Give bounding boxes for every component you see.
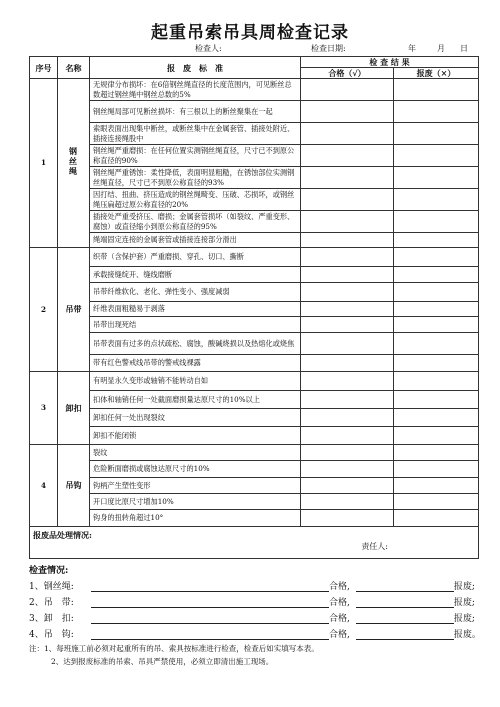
table-row <box>30 333 479 355</box>
pass-cell[interactable] <box>301 267 394 283</box>
standard-text: 吊带纤维软化、老化、弹性变小、强度减弱 <box>90 283 301 302</box>
scrap-cell[interactable] <box>394 427 479 445</box>
pass-cell[interactable] <box>301 101 394 123</box>
pass-cell[interactable] <box>301 372 394 391</box>
pass-cell[interactable] <box>301 233 394 248</box>
standard-text: 带有红色警戒线吊带的警戒线裸露 <box>90 355 301 372</box>
pass-label: 合格, <box>329 614 350 624</box>
scrap-cell[interactable] <box>394 145 479 167</box>
scrap-cell[interactable] <box>394 248 479 267</box>
pass-label: 合格, <box>329 630 350 640</box>
pass-cell[interactable] <box>301 167 394 189</box>
pass-label: 合格, <box>329 598 350 608</box>
standard-text: 绳端固定连接的金属套管或插接连接部分滑出 <box>90 233 301 248</box>
notes-section <box>29 642 319 668</box>
group-name-cell <box>58 445 90 527</box>
standard-text: 扣体和轴销任何一处截面磨损量达原尺寸的10%以上 <box>90 391 301 409</box>
table-row <box>30 123 479 145</box>
summary-row <box>29 611 481 624</box>
summary-row <box>29 595 481 608</box>
table-row <box>30 267 479 283</box>
standard-text: 钢丝绳局部可见断丝损坏：有三根以上的断丝聚集在一起 <box>90 101 301 123</box>
scrap-cell[interactable] <box>394 478 479 494</box>
scrap-cell[interactable] <box>394 302 479 317</box>
table-row <box>30 409 479 427</box>
summary-row <box>29 579 481 592</box>
scrap-cell[interactable] <box>394 355 479 372</box>
pass-cell[interactable] <box>301 391 394 409</box>
scrap-cell[interactable] <box>394 101 479 123</box>
pass-count-blank[interactable] <box>91 614 329 624</box>
scrap-label: 报废。 <box>453 630 481 640</box>
table-row <box>30 101 479 123</box>
pass-cell[interactable] <box>301 478 394 494</box>
pass-cell[interactable] <box>301 461 394 478</box>
scrap-cell[interactable] <box>394 317 479 333</box>
scrap-cell[interactable] <box>394 461 479 478</box>
scrap-cell[interactable] <box>394 391 479 409</box>
table-row <box>30 427 479 445</box>
group-name: 钢丝绳 <box>68 146 79 177</box>
group-name: 吊钩 <box>65 480 82 490</box>
scrap-cell[interactable] <box>394 283 479 302</box>
standard-text: 裂纹 <box>90 445 301 461</box>
group-name-cell <box>58 248 90 372</box>
pass-cell[interactable] <box>301 317 394 333</box>
standard-text: 开口度比原尺寸增加10% <box>90 494 301 510</box>
summary-item-label: 2、吊 带: <box>29 598 74 608</box>
scrap-label: 报废; <box>453 598 475 608</box>
summary-item-label: 3、卸 扣: <box>29 614 74 624</box>
standard-text: 危险断面磨损或腐蚀达原尺寸的10% <box>90 461 301 478</box>
disposal-label: 报废品处理情况: <box>33 530 92 540</box>
header-scrap: 报废（×） <box>394 68 479 79</box>
header-pass: 合格（√） <box>301 68 394 79</box>
scrap-count-blank[interactable] <box>356 598 454 608</box>
scrap-cell[interactable] <box>394 167 479 189</box>
pass-cell[interactable] <box>301 355 394 372</box>
inspection-table <box>29 56 479 559</box>
pass-cell[interactable] <box>301 145 394 167</box>
summary-item-label: 1、钢丝绳: <box>29 582 74 592</box>
scrap-count-blank[interactable] <box>356 614 454 624</box>
standard-text: 无规律分布损坏：在6倍钢丝绳直径的长度范围内，可见断丝总数超过钢丝绳中钢丝总数的5% <box>90 79 301 101</box>
summary-item-label: 4、吊 钩: <box>29 630 74 640</box>
standard-text: 承载接缝绽开、缝线磨断 <box>90 267 301 283</box>
note-1: 注：1、每班施工前必须对起重所有的吊、索具按标准进行检查，检查后如实填写本表。 <box>29 644 319 653</box>
pass-cell[interactable] <box>301 79 394 101</box>
scrap-cell[interactable] <box>394 267 479 283</box>
inspection-date-label: 检查日期: <box>311 44 346 53</box>
scrap-cell[interactable] <box>394 189 479 211</box>
standard-text: 吊带表面有过多的点状疏松、腐蚀，酸碱烧损以及热熔化或烧焦 <box>90 333 301 355</box>
inspector-label: 检查人: <box>195 44 222 53</box>
header-name: 名称 <box>58 57 90 79</box>
standard-text: 有明显永久变形或轴销不能转动自如 <box>90 372 301 391</box>
table-row <box>30 302 479 317</box>
table-row <box>30 283 479 302</box>
scrap-cell[interactable] <box>394 79 479 101</box>
group-number: 3 <box>30 372 58 445</box>
standard-text: 钢丝绳严重磨损：在任何位置实测钢丝绳直径，尺寸已不到原公称直径的90% <box>90 145 301 167</box>
scrap-cell[interactable] <box>394 211 479 233</box>
table-row <box>30 494 479 510</box>
standard-text: 插接处严重受挤压、磨损；金属套管损坏（如裂纹、严重变形、腐蚀）或直径缩小到原公称直径的95% <box>90 211 301 233</box>
scrap-cell[interactable] <box>394 372 479 391</box>
standard-text: 钩柄产生塑性变形 <box>90 478 301 494</box>
scrap-label: 报废; <box>453 582 475 592</box>
scrap-count-blank[interactable] <box>356 582 454 592</box>
pass-count-blank[interactable] <box>91 598 329 608</box>
table-row <box>30 510 479 527</box>
pass-cell[interactable] <box>301 302 394 317</box>
summary-row <box>29 627 481 640</box>
table-row <box>30 248 479 267</box>
standard-text: 索眼表面出现集中断丝，或断丝集中在金属套管、插接处附近、插接连接绳股中 <box>90 123 301 145</box>
pass-cell[interactable] <box>301 283 394 302</box>
pass-cell[interactable] <box>301 445 394 461</box>
month-label: 月 <box>437 44 445 53</box>
group-number: 4 <box>30 445 58 527</box>
scrap-count-blank[interactable] <box>356 630 454 640</box>
table-row <box>30 461 479 478</box>
pass-cell[interactable] <box>301 333 394 355</box>
pass-cell[interactable] <box>301 409 394 427</box>
summary-heading: 检查情况: <box>29 566 69 576</box>
responsible-label: 责任人: <box>361 542 389 551</box>
pass-cell[interactable] <box>301 494 394 510</box>
scrap-cell[interactable] <box>394 510 479 527</box>
header-standard: 报 废 标 准 <box>90 57 301 79</box>
scrap-cell[interactable] <box>394 445 479 461</box>
table-row <box>30 445 479 461</box>
scrap-cell[interactable] <box>394 409 479 427</box>
table-row <box>30 167 479 189</box>
table-row <box>30 211 479 233</box>
standard-text: 卸扣任何一处出现裂纹 <box>90 409 301 427</box>
table-row <box>30 145 479 167</box>
scrap-label: 报废; <box>453 614 475 624</box>
pass-cell[interactable] <box>301 427 394 445</box>
pass-cell[interactable] <box>301 211 394 233</box>
pass-count-blank[interactable] <box>91 630 329 640</box>
group-name: 卸扣 <box>65 402 82 413</box>
standard-text: 吊带出现死结 <box>90 317 301 333</box>
scrap-cell[interactable] <box>394 233 479 248</box>
standard-text: 因打结、扭曲、挤压造成的钢丝绳畸变、压破、芯损坏，或钢丝绳压扁超过原公称直径的20% <box>90 189 301 211</box>
group-number: 2 <box>30 248 58 372</box>
group-name-cell <box>58 372 90 445</box>
pass-cell[interactable] <box>301 189 394 211</box>
disposal-row <box>30 527 479 559</box>
summary-section <box>29 563 481 640</box>
disposal-cell[interactable] <box>30 527 479 559</box>
group-name-cell <box>58 79 90 248</box>
pass-label: 合格, <box>329 582 350 592</box>
table-row <box>30 355 479 372</box>
standard-text: 织带（含保护套）严重磨损、穿孔、切口、撕断 <box>90 248 301 267</box>
table-row <box>30 372 479 391</box>
table-row <box>30 189 479 211</box>
pass-cell[interactable] <box>301 510 394 527</box>
pass-cell[interactable] <box>301 123 394 145</box>
table-row <box>30 478 479 494</box>
note-2: 2、达到报废标准的吊索、吊具严禁使用，必须立即清出施工现场。 <box>51 657 274 666</box>
scrap-cell[interactable] <box>394 333 479 355</box>
group-number: 1 <box>30 79 58 248</box>
standard-text: 纤维表面粗糙易于剥落 <box>90 302 301 317</box>
standard-text: 钩身的扭转角超过10° <box>90 510 301 527</box>
scrap-cell[interactable] <box>394 123 479 145</box>
group-name: 吊带 <box>65 304 82 314</box>
pass-count-blank[interactable] <box>91 582 329 592</box>
pass-cell[interactable] <box>301 248 394 267</box>
standard-text: 卸扣不能闭锁 <box>90 427 301 445</box>
year-label: 年 <box>408 44 416 53</box>
table-row <box>30 317 479 333</box>
day-label: 日 <box>460 44 468 53</box>
table-row <box>30 391 479 409</box>
table-row <box>30 233 479 248</box>
page-title: 起重吊索吊具周检查记录 <box>151 23 349 43</box>
header-no: 序号 <box>30 57 58 79</box>
scrap-cell[interactable] <box>394 494 479 510</box>
header-result: 检 查 结 果 <box>301 57 479 68</box>
table-row <box>30 79 479 101</box>
standard-text: 钢丝绳严重锈蚀：柔性降低，表面明显粗糙，在锈蚀部位实测钢丝绳直径，尺寸已不到原公称直径的93% <box>90 167 301 189</box>
